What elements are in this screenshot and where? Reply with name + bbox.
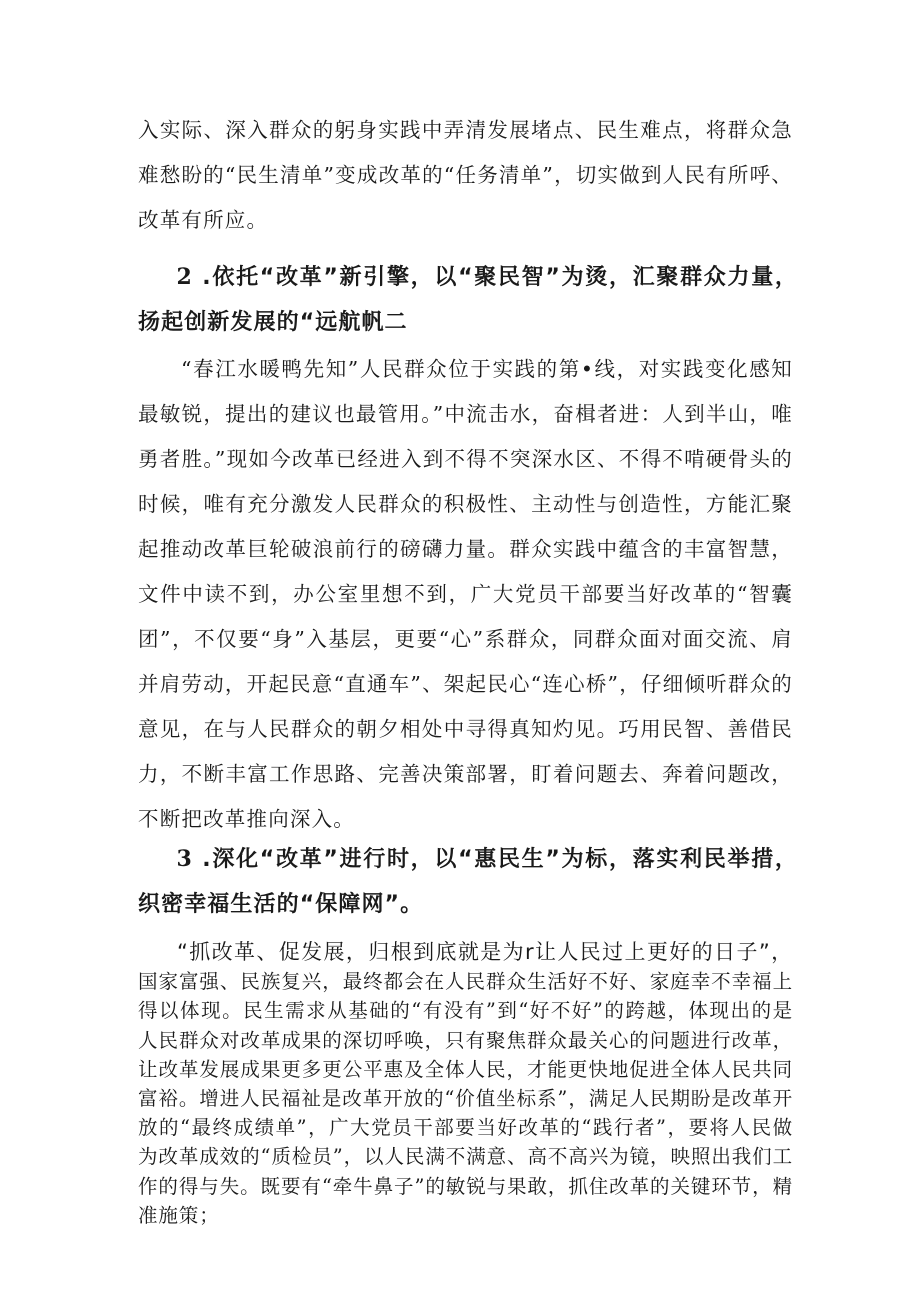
intro-paragraph: 入实际、深入群众的躬身实践中弄清发展堵点、民生难点，将群众急难愁盼的“民生清单”变成改革的“任务清单”，切实做到人民有所呼、改革有所应。 xyxy=(138,118,793,232)
section-3-title: .深化“改革”进行时，以“惠民生”为标，落实利民举措，织密幸福生活的“保障网”。 xyxy=(138,847,798,917)
section-3-number: 3 xyxy=(176,846,193,872)
section-3-paragraph xyxy=(138,938,793,1230)
section-2-number: 2 xyxy=(176,264,193,290)
section-3-lead-quote: “抓改革、促发展，归根到底就是为r让人民过上更好的日子”， xyxy=(177,940,793,964)
section-2-paragraph: “春江水暖鸭先知”人民群众位于实践的第•线，对实践变化感知最敏锐，提出的建议也最管用。”中流击水，奋楫者进：人到半山，唯勇者胜。”现如今改革已经进入到不得不突深水区、不得不啃硬骨头的时候，唯有充分激发人民群众的积极性、主动性与创造性，方能汇聚起推动改革巨轮破浪前行的磅礴力量。群众实践中蕴含的丰富智慧，文件中读不到，办公室里想不到，广大党员干部要当好改革的“智囊团”，不仅要“身”入基层，更要“心”系群众，同群众面对面交流、肩并肩劳动，开起民意“直通车”、架起民心“连心桥”，仔细倾听群众的意见，在与人民群众的朝夕相处中寻得真知灼见。巧用民智、善借民力，不断丰富工作思路、完善决策部署，盯着问题去、奔着问题改，不断把改革推向深入。 xyxy=(138,357,793,831)
section-3-heading xyxy=(138,837,798,927)
section-2-title: .依托“改革”新引擎，以“聚民智”为烫，汇聚群众力量，扬起创新发展的“远航帆二 xyxy=(138,265,798,335)
section-3-body-text: 国家富强、民族复兴，最终都会在人民群众生活好不好、家庭幸不幸福上得以体现。民生需求从基础的“有没有”到“好不好”的跨越，体现出的是人民群众对改革成果的深切呼唤，只有聚焦群众最关心的问题进行改革，让改革发展成果更多更公平惠及全体人民，才能更快地促进全体人民共同富裕。增进人民福祉是改革开放的“价值坐标系”，满足人民期盼是改革开放的“最终成绩单”，广大党员干部要当好改革的“践行者”，要将人民做为改革成效的“质检员”，以人民满不满意、高不高兴为镜，映照出我们工作的得与失。既要有“牵牛鼻子”的敏锐与果敢，抓住改革的关键环节，精准施策； xyxy=(138,970,793,1227)
section-2-heading xyxy=(138,255,798,345)
